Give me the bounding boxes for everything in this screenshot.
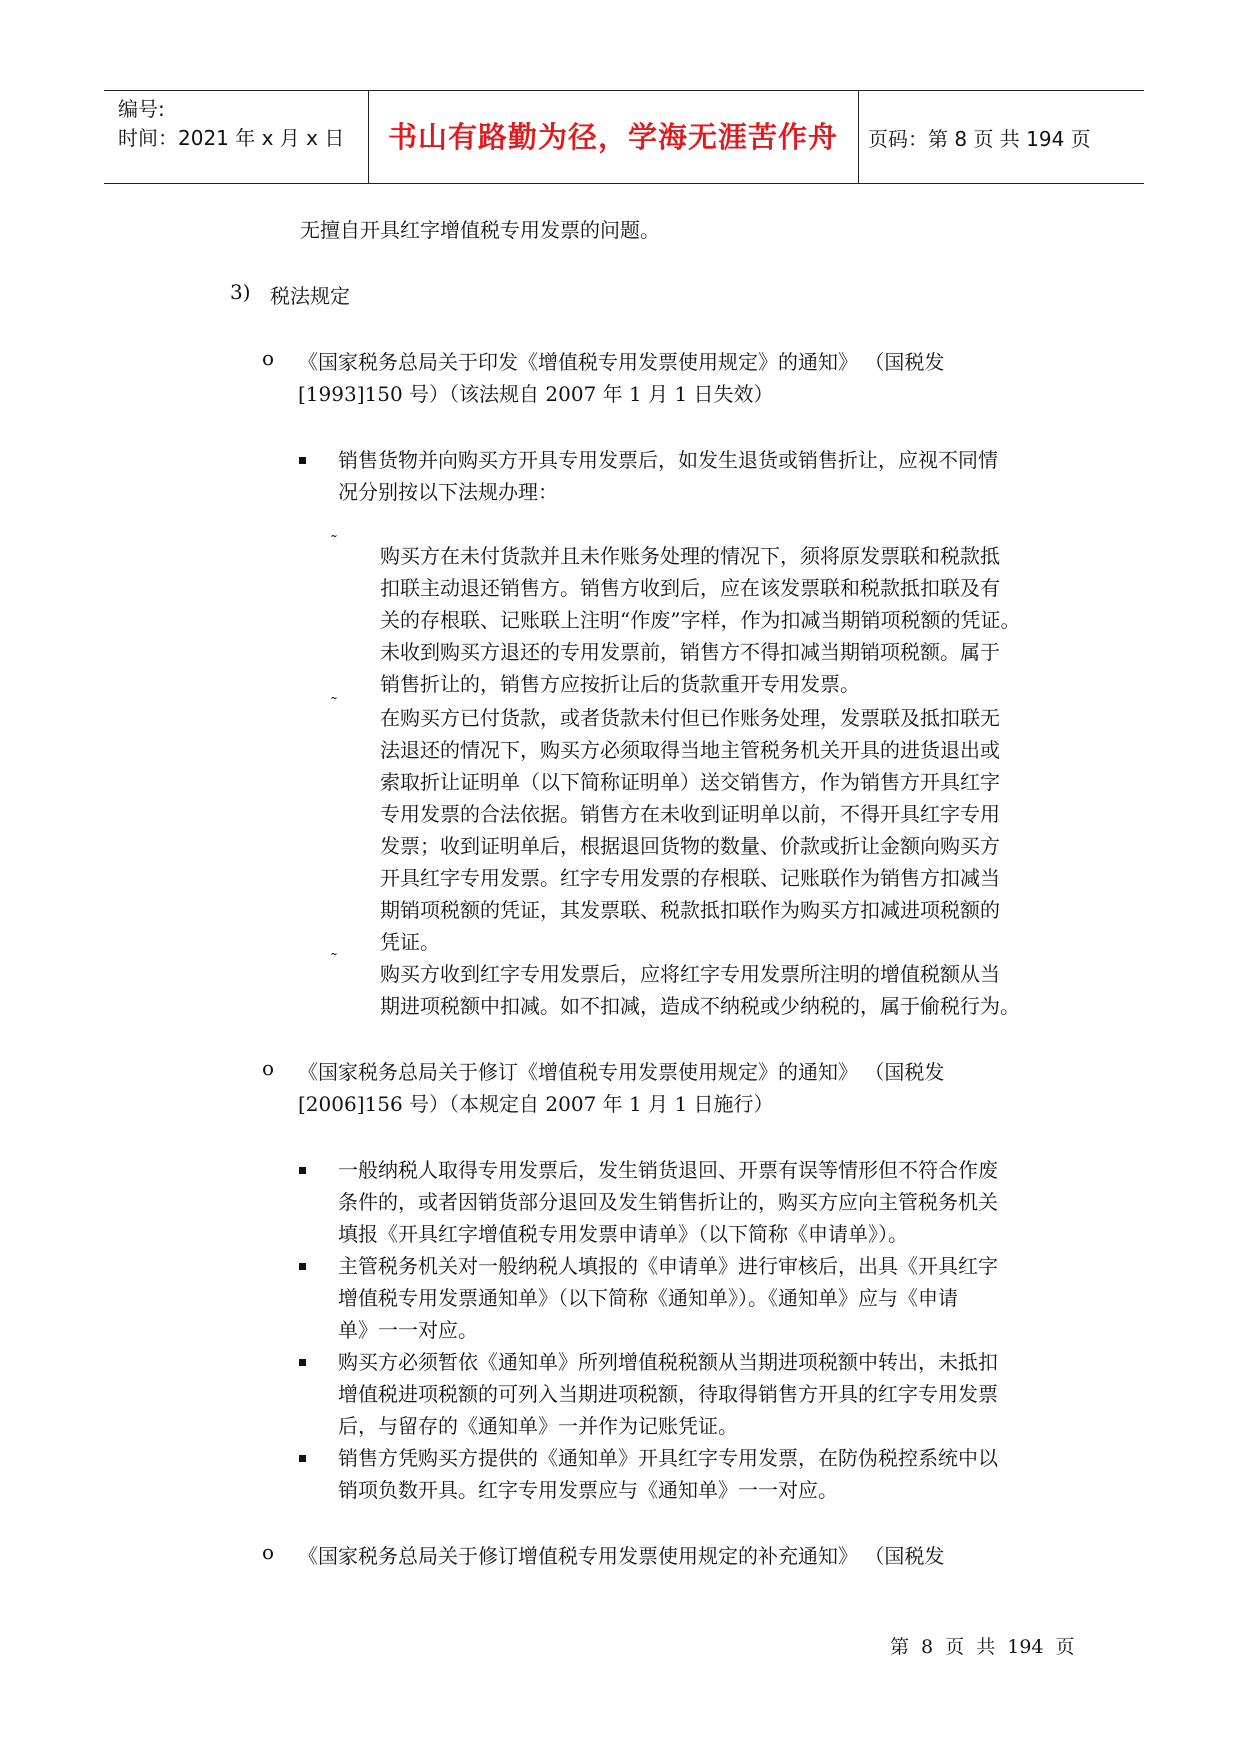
square-bullet [299,1263,306,1270]
circle-bullet: o [262,1540,275,1564]
bullet-text-line: 后，与留存的《通知单》一并作为记账凭证。 [338,1414,738,1438]
header-divider-right [858,91,859,183]
bullet-text-line: 增值税进项税额的可列入当期进项税额，待取得销售方开具的红字专用发票 [338,1382,998,1406]
tilde-bullet: ˜ [330,950,338,969]
law-title-line: [2006]156 号）（本规定自 2007 年 1 月 1 日施行） [298,1092,774,1116]
square-bullet [299,1455,306,1462]
bullet-text-line: 单》一一对应。 [338,1318,478,1342]
tilde-bullet: ˜ [330,694,338,713]
bullet-text-line: 购买方必须暂依《通知单》所列增值税税额从当期进项税额中转出，未抵扣 [338,1350,998,1374]
section-number: 3) [230,280,251,304]
square-bullet [299,1167,306,1174]
sub-item-text-line: 索取折让证明单（以下简称证明单）送交销售方，作为销售方开具红字 [380,770,1000,794]
sub-item-text-line: 发票；收到证明单后，根据退回货物的数量、价款或折让金额向购买方 [380,834,1000,858]
sub-item-text-line: 在购买方已付货款，或者货款未付但已作账务处理，发票联及抵扣联无 [380,706,1000,730]
circle-bullet: o [262,1056,275,1080]
bullet-text-line: 主管税务机关对一般纳税人填报的《申请单》进行审核后，出具《开具红字 [338,1254,998,1278]
header-page-code: 页码：第 8 页 共 194 页 [868,127,1091,151]
law-title-line: 《国家税务总局关于修订《增值税专用发票使用规定》的通知》 （国税发 [298,1060,945,1084]
bullet-text-line: 填报《开具红字增值税专用发票申请单》（以下简称《申请单》）。 [338,1222,908,1246]
law-title-line: 《国家税务总局关于修订增值税专用发票使用规定的补充通知》 （国税发 [298,1544,945,1568]
sub-item-text-line: 未收到购买方退还的专用发票前，销售方不得扣减当期销项税额。属于 [380,640,1000,664]
sub-item-text-line: 销售折让的，销售方应按折让后的货款重开专用发票。 [380,672,860,696]
intro-paragraph: 无擅自开具红字增值税专用发票的问题。 [300,218,660,242]
sub-item-text-line: 法退还的情况下，购买方必须取得当地主管税务机关开具的进货退出或 [380,738,1000,762]
sub-item-text-line: 开具红字专用发票。红字专用发票的存根联、记账联作为销售方扣减当 [380,866,1000,890]
page-footer: 第 8 页 共 194 页 [890,1636,1075,1658]
sub-item-text-line: 关的存根联、记账联上注明“作废”字样，作为扣减当期销项税额的凭证。 [380,608,1021,632]
bullet-text-line: 况分别按以下法规办理： [338,480,558,504]
page-header [104,90,1144,184]
bullet-text-line: 销售方凭购买方提供的《通知单》开具红字专用发票，在防伪税控系统中以 [338,1446,998,1470]
sub-item-text-line: 期销项税额的凭证，其发票联、税款抵扣联作为购买方扣减进项税额的 [380,898,1000,922]
sub-item-text-line: 购买方收到红字专用发票后，应将红字专用发票所注明的增值税额从当 [380,962,1000,986]
header-meta [118,95,368,153]
bullet-text-line: 增值税专用发票通知单》（以下简称《通知单》）。《通知单》应与《申请 [338,1286,958,1310]
bullet-text-line: 销售货物并向购买方开具专用发票后，如发生退货或销售折让，应视不同情 [338,448,998,472]
law-title-line: [1993]150 号）（该法规自 2007 年 1 月 1 日失效） [298,382,774,406]
document-number-label: 编号: [118,97,165,121]
tilde-bullet: ˜ [330,532,338,551]
square-bullet [299,457,306,464]
square-bullet [299,1359,306,1366]
header-motto: 书山有路勤为径，学海无涯苦作舟 [387,120,838,154]
sub-item-text-line: 购买方在未付货款并且未作账务处理的情况下，须将原发票联和税款抵 [380,544,1000,568]
section-title: 税法规定 [270,284,350,308]
sub-item-text-line: 扣联主动退还销售方。销售方收到后，应在该发票联和税款抵扣联及有 [380,576,1000,600]
bullet-text-line: 销项负数开具。红字专用发票应与《通知单》一一对应。 [338,1478,838,1502]
document-time: 时间：2021 年 x 月 x 日 [118,126,345,150]
bullet-text-line: 条件的，或者因销货部分退回及发生销售折让的，购买方应向主管税务机关 [338,1190,998,1214]
circle-bullet: o [262,346,275,370]
bullet-text-line: 一般纳税人取得专用发票后，发生销货退回、开票有误等情形但不符合作废 [338,1158,998,1182]
sub-item-text-line: 专用发票的合法依据。销售方在未收到证明单以前，不得开具红字专用 [380,802,1000,826]
sub-item-text-line: 凭证。 [380,930,440,954]
sub-item-text-line: 期进项税额中扣减。如不扣减，造成不纳税或少纳税的，属于偷税行为。 [380,994,1020,1018]
law-title-line: 《国家税务总局关于印发《增值税专用发票使用规定》的通知》 （国税发 [298,350,945,374]
